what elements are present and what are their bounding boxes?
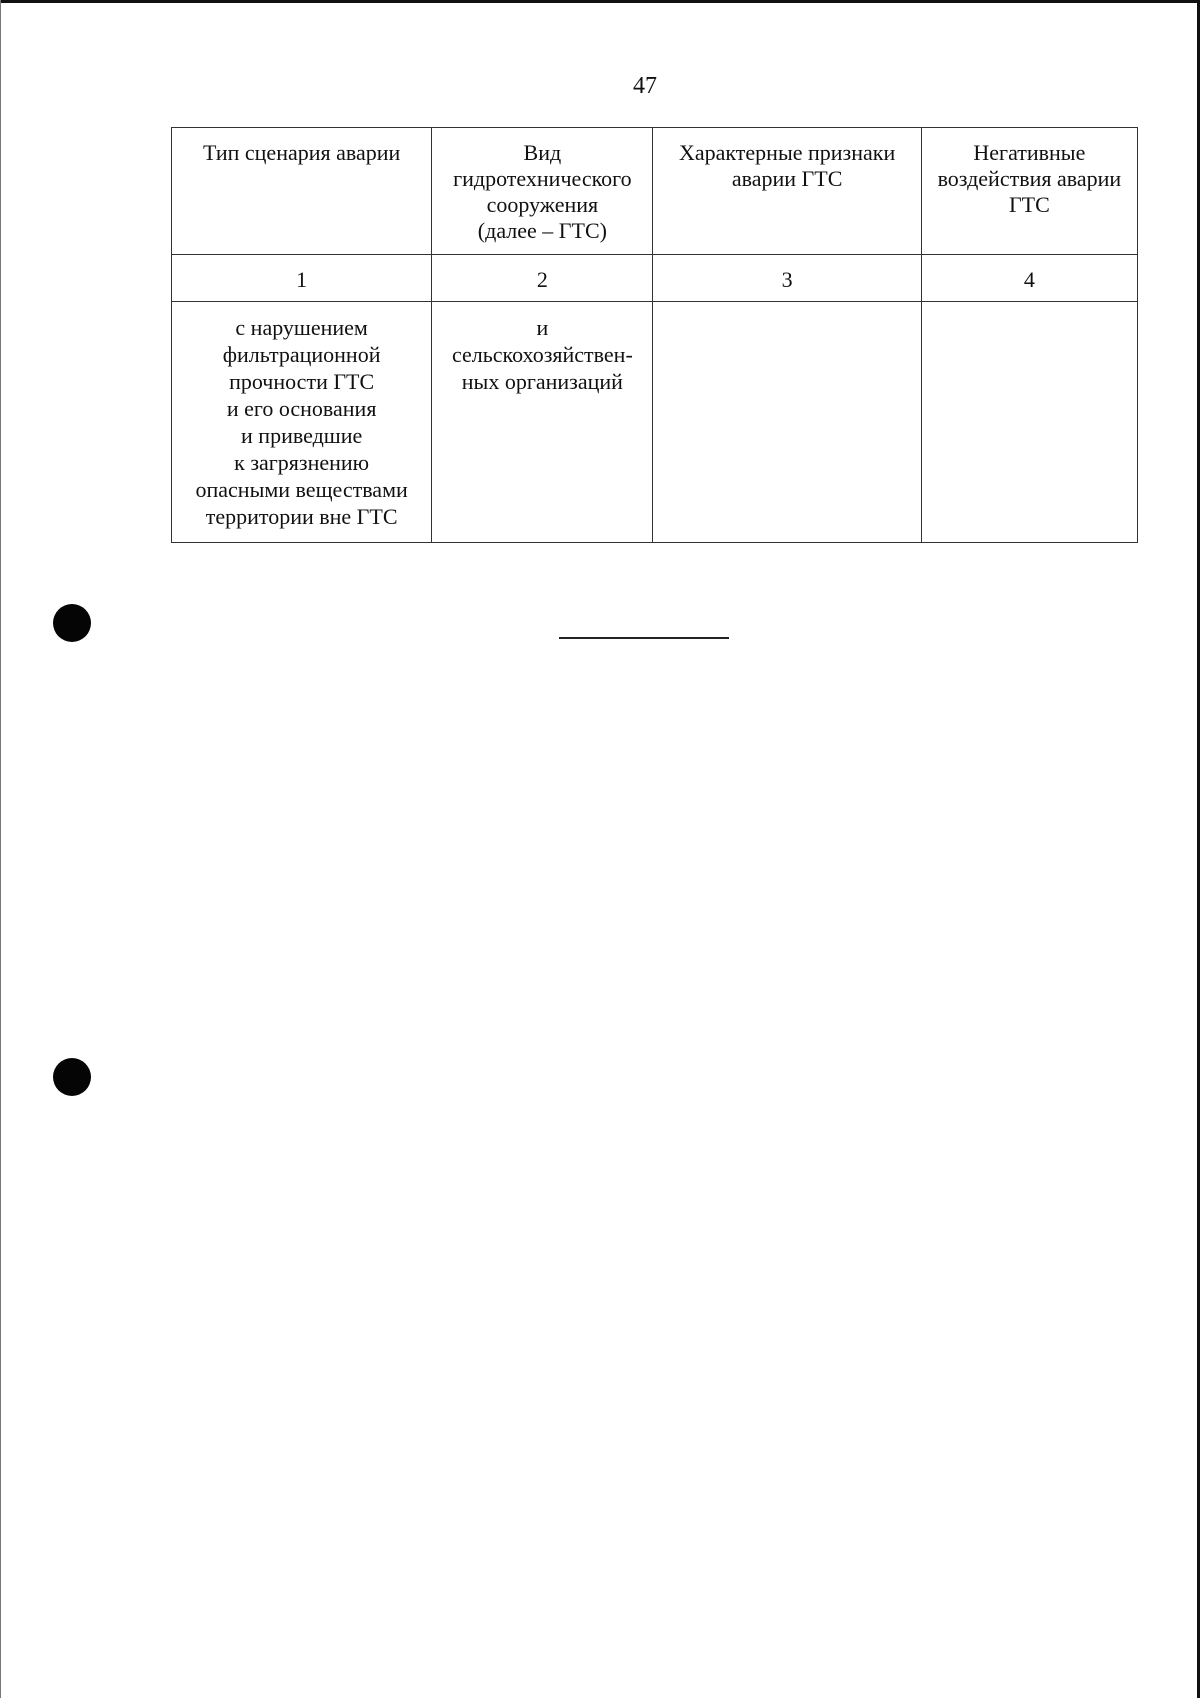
cell-accident-signs bbox=[653, 302, 921, 543]
header-structure-type: Вид гидротехнического сооружения (далее – ГТС) bbox=[432, 128, 653, 255]
header-scenario-type: Тип сценария аварии bbox=[172, 128, 432, 255]
page-edge-top bbox=[0, 0, 1200, 3]
cell-structure-type: и сельскохозяйствен- ных организаций bbox=[432, 302, 653, 543]
column-number-2: 2 bbox=[432, 255, 653, 302]
page-edge-left bbox=[0, 0, 1, 1698]
column-number-3: 3 bbox=[653, 255, 921, 302]
header-accident-signs: Характерные признаки аварии ГТС bbox=[653, 128, 921, 255]
punch-hole-lower bbox=[53, 1058, 91, 1096]
cell-scenario-type: с нарушением фильтрационной прочности ГТС и его основания и приведшие к загрязнению опасными веществами территории вне ГТС bbox=[172, 302, 432, 543]
table-header-row bbox=[172, 128, 1138, 255]
cell-negative-impacts bbox=[921, 302, 1137, 543]
accident-scenario-table bbox=[171, 127, 1138, 543]
page-number: 47 bbox=[633, 73, 657, 99]
column-number-row bbox=[172, 255, 1138, 302]
punch-hole-upper bbox=[53, 604, 91, 642]
column-number-1: 1 bbox=[172, 255, 432, 302]
end-of-document-rule bbox=[559, 637, 729, 639]
table-row bbox=[172, 302, 1138, 543]
column-number-4: 4 bbox=[921, 255, 1137, 302]
header-negative-impacts: Негативные воздействия аварии ГТС bbox=[921, 128, 1137, 255]
